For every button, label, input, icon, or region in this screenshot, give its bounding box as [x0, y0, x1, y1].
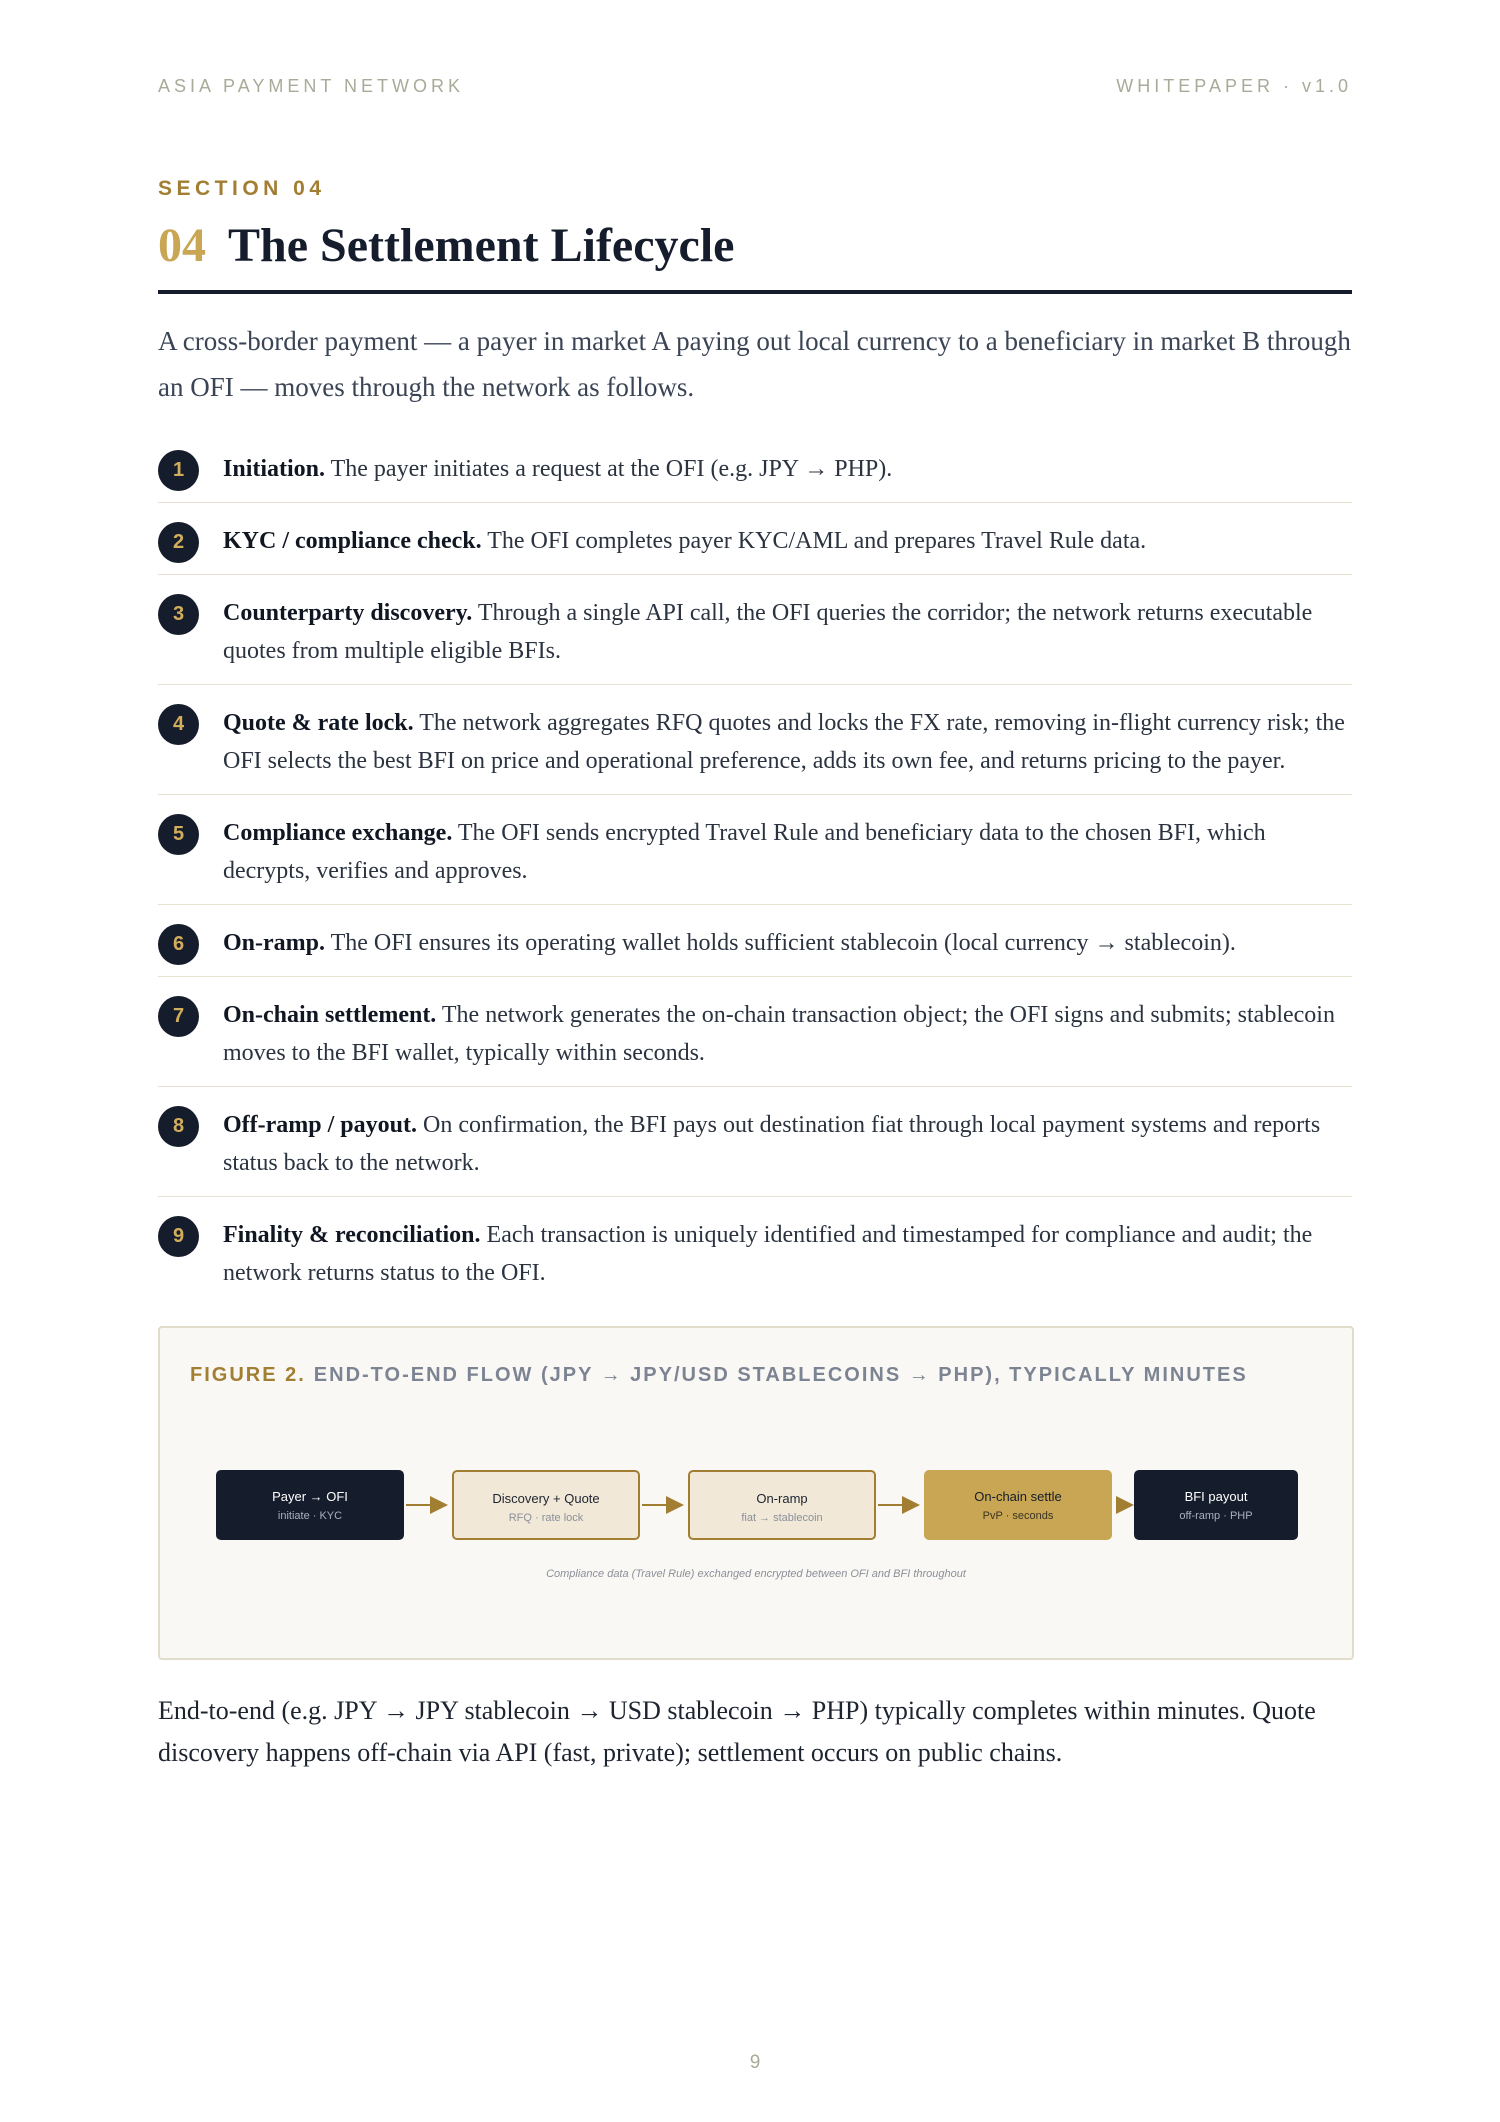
flow-box-title: Payer → OFI — [272, 1489, 348, 1504]
running-header-right: WHITEPAPER · v1.0 — [1116, 76, 1352, 96]
step-text: The network generates the on-chain transaction object; the OFI signs and submits; stablecoin moves to the BFI wallet, typically within seconds. — [223, 1002, 1335, 1066]
step-item — [158, 992, 1352, 1087]
flow-box-on-chain-settle — [924, 1470, 1112, 1540]
step-lead: Counterparty discovery. — [223, 600, 473, 626]
flow-box-subtitle: PvP · seconds — [982, 1510, 1054, 1522]
step-number-badge: 9 — [158, 1216, 199, 1257]
flow-box-discovery-quote — [452, 1470, 640, 1540]
step-lead: Initiation. — [223, 456, 326, 482]
section-intro: A cross-border payment — a payer in market A paying out local currency to a beneficiary in market B through an OFI — moves through the network as follows. — [158, 326, 1351, 402]
running-header — [158, 76, 1352, 97]
step-item — [158, 1102, 1352, 1197]
step-text: On confirmation, the BFI pays out destination fiat through local payment systems and reports status back to the network. — [223, 1112, 1321, 1176]
section-eyebrow: SECTION 04 — [158, 177, 326, 200]
step-lead: KYC / compliance check. — [223, 528, 482, 554]
step-lead: Finality & reconciliation. — [223, 1222, 481, 1248]
step-number-badge: 5 — [158, 814, 199, 855]
page-number: 9 — [749, 2052, 761, 2073]
figure-note: Compliance data (Travel Rule) exchanged encrypted between OFI and BFI throughout — [546, 1568, 966, 1580]
figure-label: FIGURE 2. — [190, 1364, 306, 1386]
running-header-left: ASIA PAYMENT NETWORK — [158, 76, 465, 96]
closing-paragraph: End-to-end (e.g. JPY → JPY stablecoin → USD stablecoin → PHP) typically completes within minutes. Quote discovery happens off-chain via API (fast, private); settlement occurs on public chains. — [158, 1696, 1316, 1767]
step-item — [158, 518, 1352, 575]
flow-box-title: On-chain settle — [974, 1489, 1062, 1504]
step-text: Through a single API call, the OFI queries the corridor; the network returns executable quotes from multiple eligible BFIs. — [223, 600, 1313, 664]
step-number-badge: 6 — [158, 924, 199, 965]
flow-arrow-icon — [642, 1492, 686, 1518]
figure-caption-text: END-TO-END FLOW (JPY → JPY/USD STABLECOINS → PHP), TYPICALLY MINUTES — [313, 1364, 1248, 1386]
step-text: The OFI sends encrypted Travel Rule and beneficiary data to the chosen BFI, which decrypts, verifies and approves. — [223, 820, 1266, 884]
flow-box-on-ramp — [688, 1470, 876, 1540]
step-lead: On-chain settlement. — [223, 1002, 437, 1028]
flow-box-subtitle: fiat → stablecoin — [741, 1512, 823, 1524]
step-text: Each transaction is uniquely identified and timestamped for compliance and audit; the network returns status to the OFI. — [223, 1222, 1313, 1286]
step-text: The network aggregates RFQ quotes and locks the FX rate, removing in-flight currency risk; the OFI selects the best BFI on price and operational preference, adds its own fee, and returns pricing to the payer. — [223, 710, 1345, 774]
flow-box-title: On-ramp — [756, 1491, 808, 1506]
step-item — [158, 700, 1352, 795]
step-item — [158, 1212, 1352, 1306]
section-title — [158, 214, 1352, 294]
flow-arrow-icon — [878, 1492, 922, 1518]
figure-caption — [190, 1364, 1248, 1387]
step-number-badge: 2 — [158, 522, 199, 563]
flow-box-subtitle: off-ramp · PHP — [1179, 1510, 1253, 1522]
step-lead: On-ramp. — [223, 930, 325, 956]
flow-box-subtitle: RFQ · rate lock — [508, 1512, 584, 1524]
step-text: The payer initiates a request at the OFI (e.g. JPY → PHP). — [325, 456, 893, 482]
step-number-badge: 8 — [158, 1106, 199, 1147]
step-lead: Quote & rate lock. — [223, 710, 414, 736]
step-number-badge: 4 — [158, 704, 199, 745]
step-lead: Off-ramp / payout. — [223, 1112, 417, 1138]
step-item — [158, 446, 1352, 503]
flow-box-payer-ofi — [216, 1470, 404, 1540]
step-item — [158, 920, 1352, 977]
flow-box-bfi-payout — [1134, 1470, 1298, 1540]
flow-box-subtitle: initiate · KYC — [277, 1510, 343, 1522]
flow-box-title: BFI payout — [1184, 1489, 1248, 1504]
step-number-badge: 7 — [158, 996, 199, 1037]
flow-figure — [158, 1326, 1354, 1660]
section-number: 04 — [158, 219, 206, 272]
flow-arrow-icon — [406, 1492, 450, 1518]
step-list — [158, 446, 1352, 1321]
section-title-text: The Settlement Lifecycle — [228, 219, 735, 272]
step-item — [158, 590, 1352, 685]
step-number-badge: 1 — [158, 450, 199, 491]
step-text: The OFI completes payer KYC/AML and prepares Travel Rule data. — [481, 528, 1147, 554]
step-number-badge: 3 — [158, 594, 199, 635]
flow-box-title: Discovery + Quote — [492, 1491, 600, 1506]
step-text: The OFI ensures its operating wallet holds sufficient stablecoin (local currency → stablecoin). — [325, 930, 1236, 956]
step-lead: Compliance exchange. — [223, 820, 453, 846]
step-item — [158, 810, 1352, 905]
